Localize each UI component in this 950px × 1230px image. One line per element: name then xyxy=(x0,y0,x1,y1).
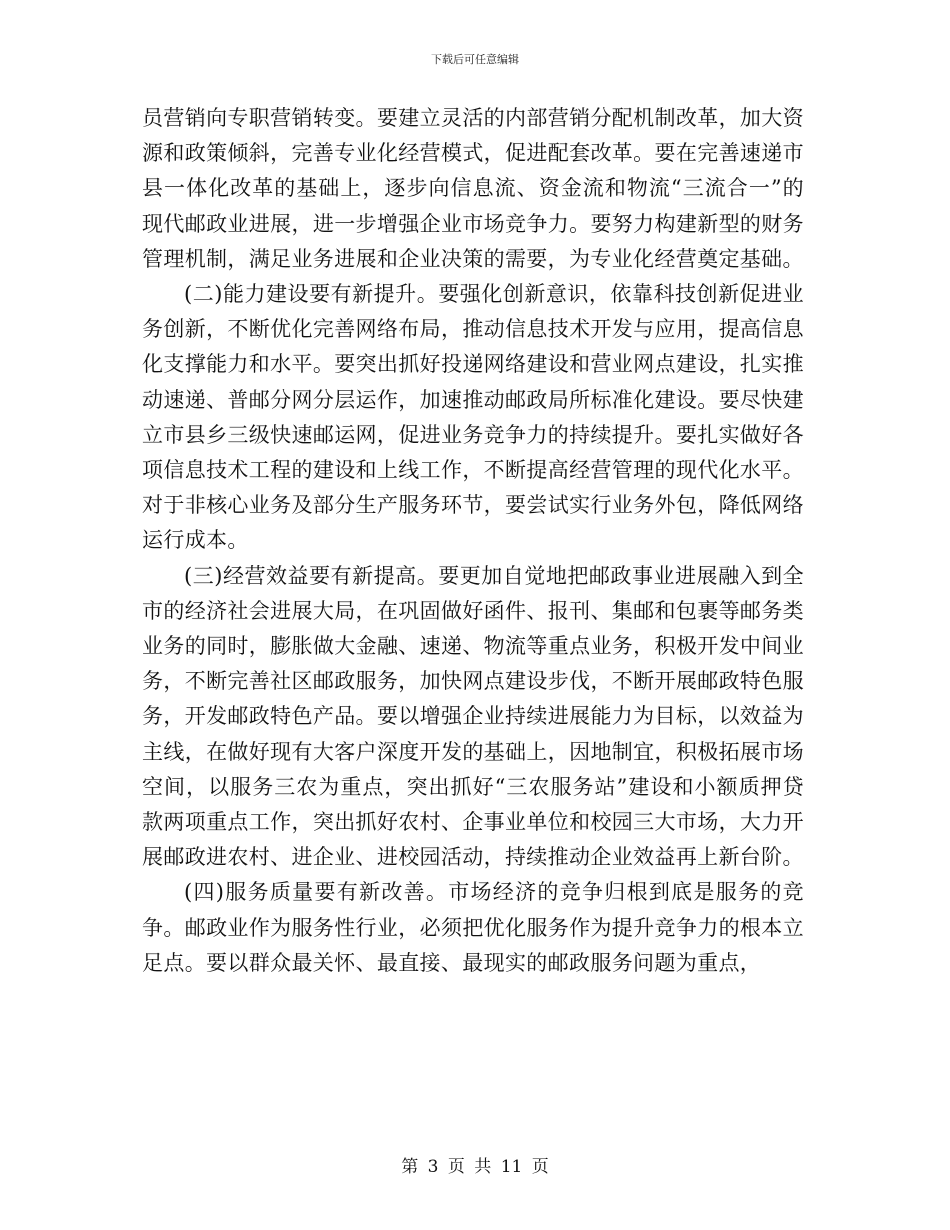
paragraph-continuation: 员营销向专职营销转变。要建立灵活的内部营销分配机制改革，加大资源和政策倾斜，完善专业化经营模式，促进配套改革。要在完善速递市县一体化改革的基础上，逐步向信息流、资金流和物流“三流合一”的现代邮政业进展，进一步增强企业市场竞争力。要努力构建新型的财务管理机制，满足业务进展和企业决策的需要，为专业化经营奠定基础。 xyxy=(142,106,804,271)
page-header-note: 下载后可任意编辑 xyxy=(431,53,519,66)
paragraph-service-quality: (四)服务质量要有新改善。市场经济的竞争归根到底是服务的竞争。邮政业作为服务性行业，必须把优化服务作为提升竞争力的根本立足点。要以群众最关怀、最直接、最现实的邮政服务问题为重点， xyxy=(142,880,804,975)
document-body xyxy=(142,101,804,981)
paragraph-operating-efficiency: (三)经营效益要有新提高。要更加自觉地把邮政事业进展融入到全市的经济社会进展大局，在巩固做好函件、报刊、集邮和包裹等邮务类业务的同时，膨胀做大金融、速递、物流等重点业务，积极开发中间业务，不断完善社区邮政服务，加快网点建设步伐，不断开展邮政特色服务，开发邮政特色产品。要以增强企业持续进展能力为目标，以效益为主线，在做好现有大客户深度开发的基础上，因地制宜，积极拓展市场空间，以服务三农为重点，突出抓好“三农服务站”建设和小额质押贷款两项重点工作，突出抓好农村、企事业单位和校园三大市场，大力开展邮政进农村、进企业、进校园活动，持续推动企业效益再上新台阶。 xyxy=(142,563,804,870)
paragraph-capability-building: (二)能力建设要有新提升。要强化创新意识，依靠科技创新促进业务创新，不断优化完善网络布局，推动信息技术开发与应用，提高信息化支撑能力和水平。要突出抓好投递网络建设和营业网点建设，扎实推动速递、普邮分网分层运作，加速推动邮政局所标准化建设。要尽快建立市县乡三级快速邮运网，促进业务竞争力的持续提升。要扎实做好各项信息技术工程的建设和上线工作，不断提高经营管理的现代化水平。对于非核心业务及部分生产服务环节，要尝试实行业务外包，降低网络运行成本。 xyxy=(142,282,804,553)
page-number-footer: 第 3 页 共 11 页 xyxy=(401,1157,549,1177)
